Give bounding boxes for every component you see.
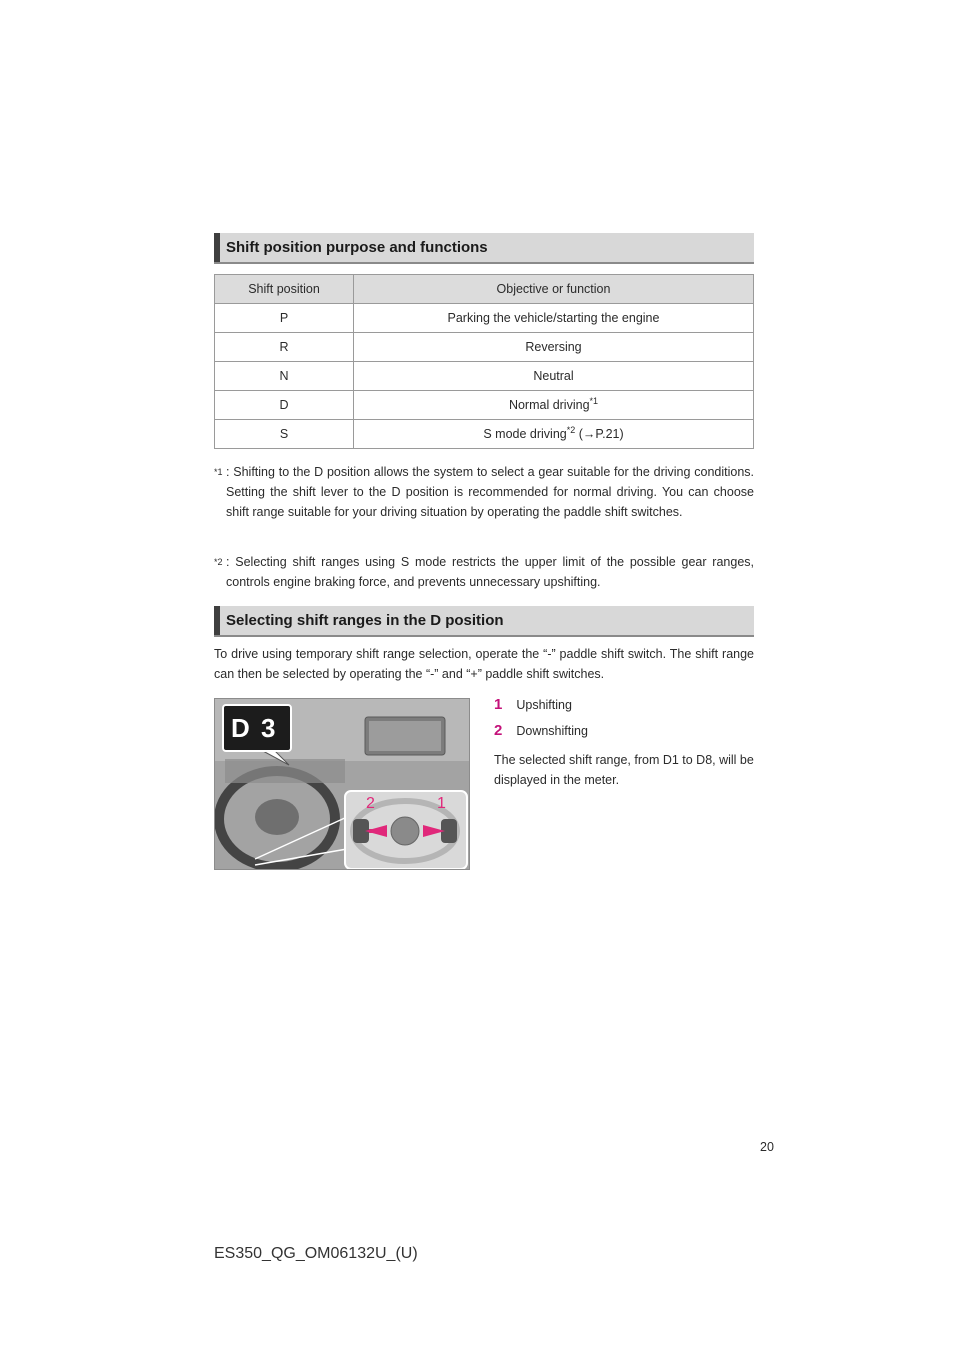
function-cell: Reversing	[354, 333, 754, 362]
footnote-marker: *2	[214, 557, 223, 567]
step-number: 2	[494, 722, 503, 739]
page-number: 20	[760, 1140, 774, 1154]
shift-position-cell: D	[215, 391, 354, 420]
footnote-marker: *1	[214, 467, 223, 477]
step-upshifting	[494, 696, 572, 713]
table-row	[215, 362, 754, 391]
function-cell: S mode driving$^{*2}$ (→P.21)	[354, 420, 754, 449]
shift-range-description: The selected shift range, from D1 to D8, will be displayed in the meter.	[494, 753, 754, 787]
section-header-bar	[214, 606, 220, 635]
table-row	[215, 333, 754, 362]
footnote-text: : Shifting to the D position allows the system to select a gear suitable for the driving conditions. Setting the shift lever to the D position is recommended for normal driving. You can choose shift range suitable for your driving situation by operating the paddle shift switches.	[226, 465, 754, 519]
paddle-shift-illustration	[214, 698, 470, 870]
function-cell: Parking the vehicle/starting the engine	[354, 304, 754, 333]
table-row	[215, 391, 754, 420]
column-header: Objective or function	[354, 275, 754, 304]
paddle-label-downshift: 2	[366, 795, 375, 812]
page-reference: (→P.21)	[575, 427, 624, 441]
footnote-1	[214, 462, 754, 522]
function-cell: Normal driving$^{*1}$	[354, 391, 754, 420]
section-header-shift-position	[214, 233, 754, 264]
column-header: Shift position	[215, 275, 354, 304]
shift-position-cell: P	[215, 304, 354, 333]
meter-display-text: D 3	[231, 713, 278, 743]
table-row	[215, 304, 754, 333]
section-header-selecting-shift-ranges	[214, 606, 754, 637]
step-label: Upshifting	[516, 698, 572, 712]
paddle-label-upshift: 1	[437, 795, 446, 812]
footnote-text: : Selecting shift ranges using S mode restricts the upper limit of the possible gear ranges, controls engine braking force, and prevents unnecessary upshifting.	[226, 555, 754, 589]
document-code: ES350_QG_OM06132U_(U)	[214, 1245, 418, 1262]
footnote-ref: *1	[589, 396, 599, 406]
shift-position-table	[214, 274, 754, 449]
footnote-ref: *2	[566, 425, 576, 435]
step-number: 1	[494, 696, 503, 713]
section-header-bar	[214, 233, 220, 262]
shift-position-cell: N	[215, 362, 354, 391]
function-cell: Neutral	[354, 362, 754, 391]
table-header-row	[215, 275, 754, 304]
step-label: Downshifting	[516, 724, 588, 738]
footnote-2	[214, 552, 754, 592]
section-title: Shift position purpose and functions	[226, 239, 488, 256]
table-row	[215, 420, 754, 449]
section-title: Selecting shift ranges in the D position	[226, 612, 504, 629]
intro-paragraph: To drive using temporary shift range selection, operate the “-” paddle shift switch. The shift range can then be selected by operating the “-” and “+” paddle shift switches.	[214, 647, 754, 681]
shift-position-cell: S	[215, 420, 354, 449]
step-downshifting	[494, 722, 588, 739]
shift-position-cell: R	[215, 333, 354, 362]
